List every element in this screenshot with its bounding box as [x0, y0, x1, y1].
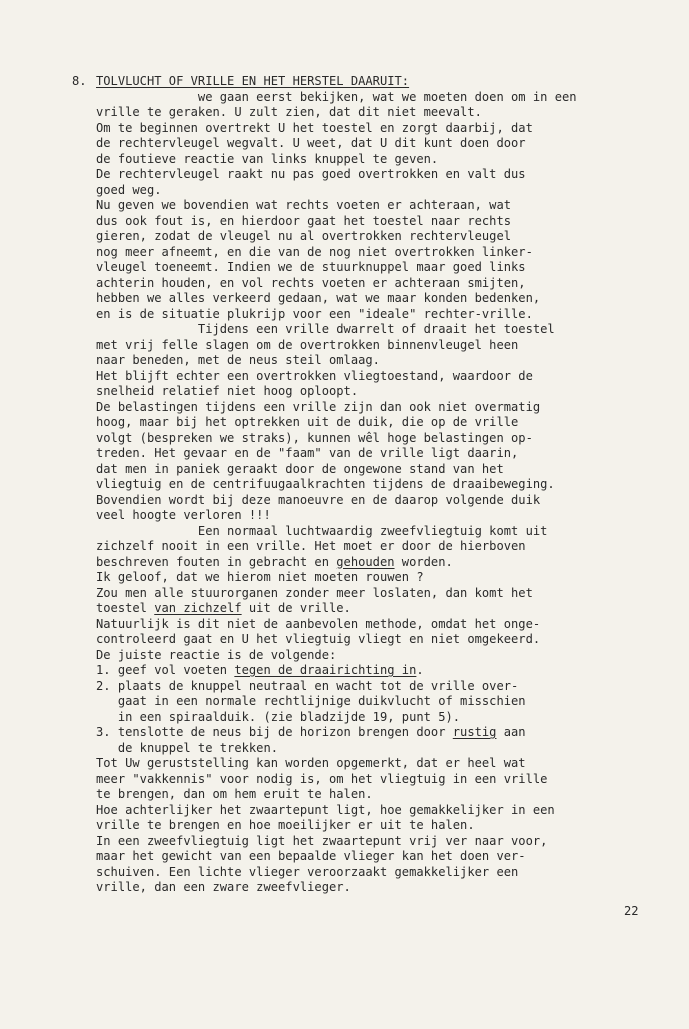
text-line — [96, 725, 656, 741]
text-segment: 1. geef vol voeten — [96, 663, 235, 677]
text-segment: Tijdens een vrille dwarrelt of draait het toestel — [96, 322, 555, 336]
text-line — [96, 710, 656, 726]
text-segment: Om te beginnen overtrekt U het toestel en zorgt daarbij, dat — [96, 120, 533, 135]
text-segment: vrille, dan een zware zweefvlieger. — [96, 880, 351, 894]
text-line — [96, 245, 656, 261]
underlined-text: tegen de draairichting in — [234, 663, 417, 677]
text-segment: volgt (bespreken we straks), kunnen wêl hoge belastingen op- — [96, 430, 533, 445]
text-line — [96, 415, 656, 431]
text-segment: te brengen, dan om hem eruit te halen. — [96, 787, 373, 801]
text-line — [96, 493, 656, 509]
text-segment: hebben we alles verkeerd gedaan, wat we maar konden bedenken, — [96, 291, 541, 305]
text-segment: gieren, zodat de vleugel nu al overtrokken rechtervleugel — [96, 229, 512, 243]
text-line — [96, 803, 656, 819]
text-segment: Bovendien wordt bij deze manoeuvre en de daarop volgende duik — [96, 492, 541, 507]
text-segment: snelheid relatief niet hoog oploopt. — [96, 384, 359, 398]
text-line — [96, 260, 656, 276]
text-line — [96, 818, 656, 834]
text-segment: De juiste reactie is de volgende: — [96, 647, 337, 662]
text-segment: uit de vrille. — [241, 601, 351, 615]
section-heading — [96, 74, 656, 90]
text-segment: de foutieve reactie van links knuppel te geven. — [96, 151, 439, 166]
text-line — [96, 446, 656, 462]
text-segment: meer "vakkennis" voor nodig is, om het vliegtuig in een vrille — [96, 771, 548, 786]
text-line — [96, 183, 656, 199]
text-line — [96, 865, 656, 881]
text-segment: Zou men alle stuurorganen zonder meer loslaten, dan komt het — [96, 585, 533, 600]
text-line — [96, 741, 656, 757]
text-segment: vrille te brengen en hoe moeilijker er uit te halen. — [96, 818, 475, 832]
text-segment: schuiven. Een lichte vlieger veroorzaakt gemakkelijker een — [96, 864, 519, 879]
text-segment: vliegtuig en de centrifuugaalkrachten tijdens de draaibeweging. — [96, 477, 555, 491]
text-segment: . — [416, 663, 424, 677]
text-segment: in een spiraalduik. (zie bladzijde 19, punt 5). — [96, 709, 461, 724]
text-segment: de rechtervleugel wegvalt. U weet, dat U dit kunt doen door — [96, 136, 526, 150]
text-segment: achterin houden, en vol rechts voeten er achteraan smijten, — [96, 275, 526, 290]
text-segment: beschreven fouten in gebracht en — [96, 554, 337, 569]
text-line — [96, 679, 656, 695]
text-segment: 3. tenslotte de neus bij de horizon brengen door — [96, 725, 453, 739]
text-segment: 2. plaats de knuppel neutraal en wacht tot de vrille over- — [96, 678, 519, 693]
text-line — [96, 136, 656, 152]
text-segment: maar het gewicht van een bepaalde vlieger kan het doen ver- — [96, 849, 526, 863]
text-line — [96, 369, 656, 385]
text-segment: Natuurlijk is dit niet de aanbevolen methode, omdat het onge- — [96, 616, 541, 631]
text-line — [96, 694, 656, 710]
underlined-text: TOLVLUCHT OF VRILLE EN HET HERSTEL DAARUIT: — [96, 74, 410, 88]
text-line — [96, 632, 656, 648]
text-line — [96, 772, 656, 788]
text-segment: en is de situatie plukrijp voor een "ideale" rechter-vrille. — [96, 306, 533, 321]
text-segment: zichzelf nooit in een vrille. Het moet er door de hierboven — [96, 539, 526, 553]
text-segment: we gaan eerst bekijken, wat we moeten doen om in een — [96, 89, 577, 104]
text-line — [96, 834, 656, 850]
underlined-text: rustig — [452, 725, 497, 739]
text-line — [96, 198, 656, 214]
text-line — [96, 229, 656, 245]
text-segment: worden. — [394, 554, 453, 569]
text-line — [96, 400, 656, 416]
text-line — [96, 570, 656, 586]
text-line — [96, 121, 656, 137]
underlined-text: van zichzelf — [154, 601, 242, 615]
text-segment: De rechtervleugel raakt nu pas goed overtrokken en valt dus — [96, 167, 526, 181]
text-line — [96, 431, 656, 447]
text-segment: hoog, maar bij het optrekken uit de duik, die op de vrille — [96, 415, 519, 429]
text-line — [96, 353, 656, 369]
text-segment: treden. Het gevaar en de "faam" van de vrille ligt daarin, — [96, 446, 519, 460]
text-segment: met vrij felle slagen om de overtrokken binnenvleugel heen — [96, 337, 519, 352]
text-line — [96, 152, 656, 168]
text-line — [96, 756, 656, 772]
text-line — [96, 384, 656, 400]
text-line — [96, 214, 656, 230]
text-segment: vleugel toeneemt. Indien we de stuurknuppel maar goed links — [96, 260, 526, 274]
text-segment: De belastingen tijdens een vrille zijn dan ook niet overmatig — [96, 399, 541, 414]
text-line — [96, 90, 656, 106]
text-line — [96, 105, 656, 121]
text-line — [96, 648, 656, 664]
text-line — [96, 539, 656, 555]
text-line — [96, 617, 656, 633]
text-line — [96, 291, 656, 307]
text-line — [96, 601, 656, 617]
text-segment: goed weg. — [96, 182, 162, 197]
page-number: 22 — [624, 904, 639, 918]
text-segment: toestel — [96, 601, 155, 615]
text-line — [96, 167, 656, 183]
text-segment: In een zweefvliegtuig ligt het zwaartepunt vrij ver naar voor, — [96, 833, 548, 848]
text-line — [96, 524, 656, 540]
underlined-text: gehouden — [336, 554, 395, 569]
text-line — [96, 462, 656, 478]
text-segment: dat men in paniek geraakt door de ongewone stand van het — [96, 461, 504, 476]
text-segment: Ik geloof, dat we hierom niet moeten rouwen ? — [96, 570, 424, 584]
text-segment: veel hoogte verloren !!! — [96, 508, 271, 522]
text-line — [96, 338, 656, 354]
text-segment: gaat in een normale rechtlijnige duikvlucht of misschien — [96, 694, 526, 708]
text-segment: Tot Uw geruststelling kan worden opgemerkt, dat er heel wat — [96, 756, 526, 770]
text-segment: vrille te geraken. U zult zien, dat dit niet meevalt. — [96, 105, 482, 119]
text-line — [96, 663, 656, 679]
text-line — [96, 555, 656, 571]
section-number: 8. — [72, 74, 87, 88]
text-line — [96, 586, 656, 602]
text-segment: dus ook fout is, en hierdoor gaat het toestel naar rechts — [96, 213, 512, 228]
text-line — [96, 322, 656, 338]
document-body — [96, 74, 656, 896]
text-line — [96, 880, 656, 896]
text-segment: Hoe achterlijker het zwaartepunt ligt, hoe gemakkelijker in een — [96, 802, 555, 817]
text-segment: de knuppel te trekken. — [96, 740, 279, 755]
text-line — [96, 477, 656, 493]
text-line — [96, 787, 656, 803]
text-segment: Het blijft echter een overtrokken vliegtoestand, waardoor de — [96, 368, 533, 383]
text-segment: Een normaal luchtwaardig zweefvliegtuig komt uit — [96, 523, 548, 538]
text-segment: naar beneden, met de neus steil omlaag. — [96, 353, 380, 367]
text-line — [96, 307, 656, 323]
text-segment: nog meer afneemt, en die van de nog niet overtrokken linker- — [96, 244, 533, 259]
text-segment: controleerd gaat en U het vliegtuig vliegt en niet omgekeerd. — [96, 632, 541, 646]
text-line — [96, 276, 656, 292]
text-segment: Nu geven we bovendien wat rechts voeten er achteraan, wat — [96, 198, 512, 212]
text-line — [96, 508, 656, 524]
text-line — [96, 849, 656, 865]
text-segment: aan — [496, 725, 526, 739]
